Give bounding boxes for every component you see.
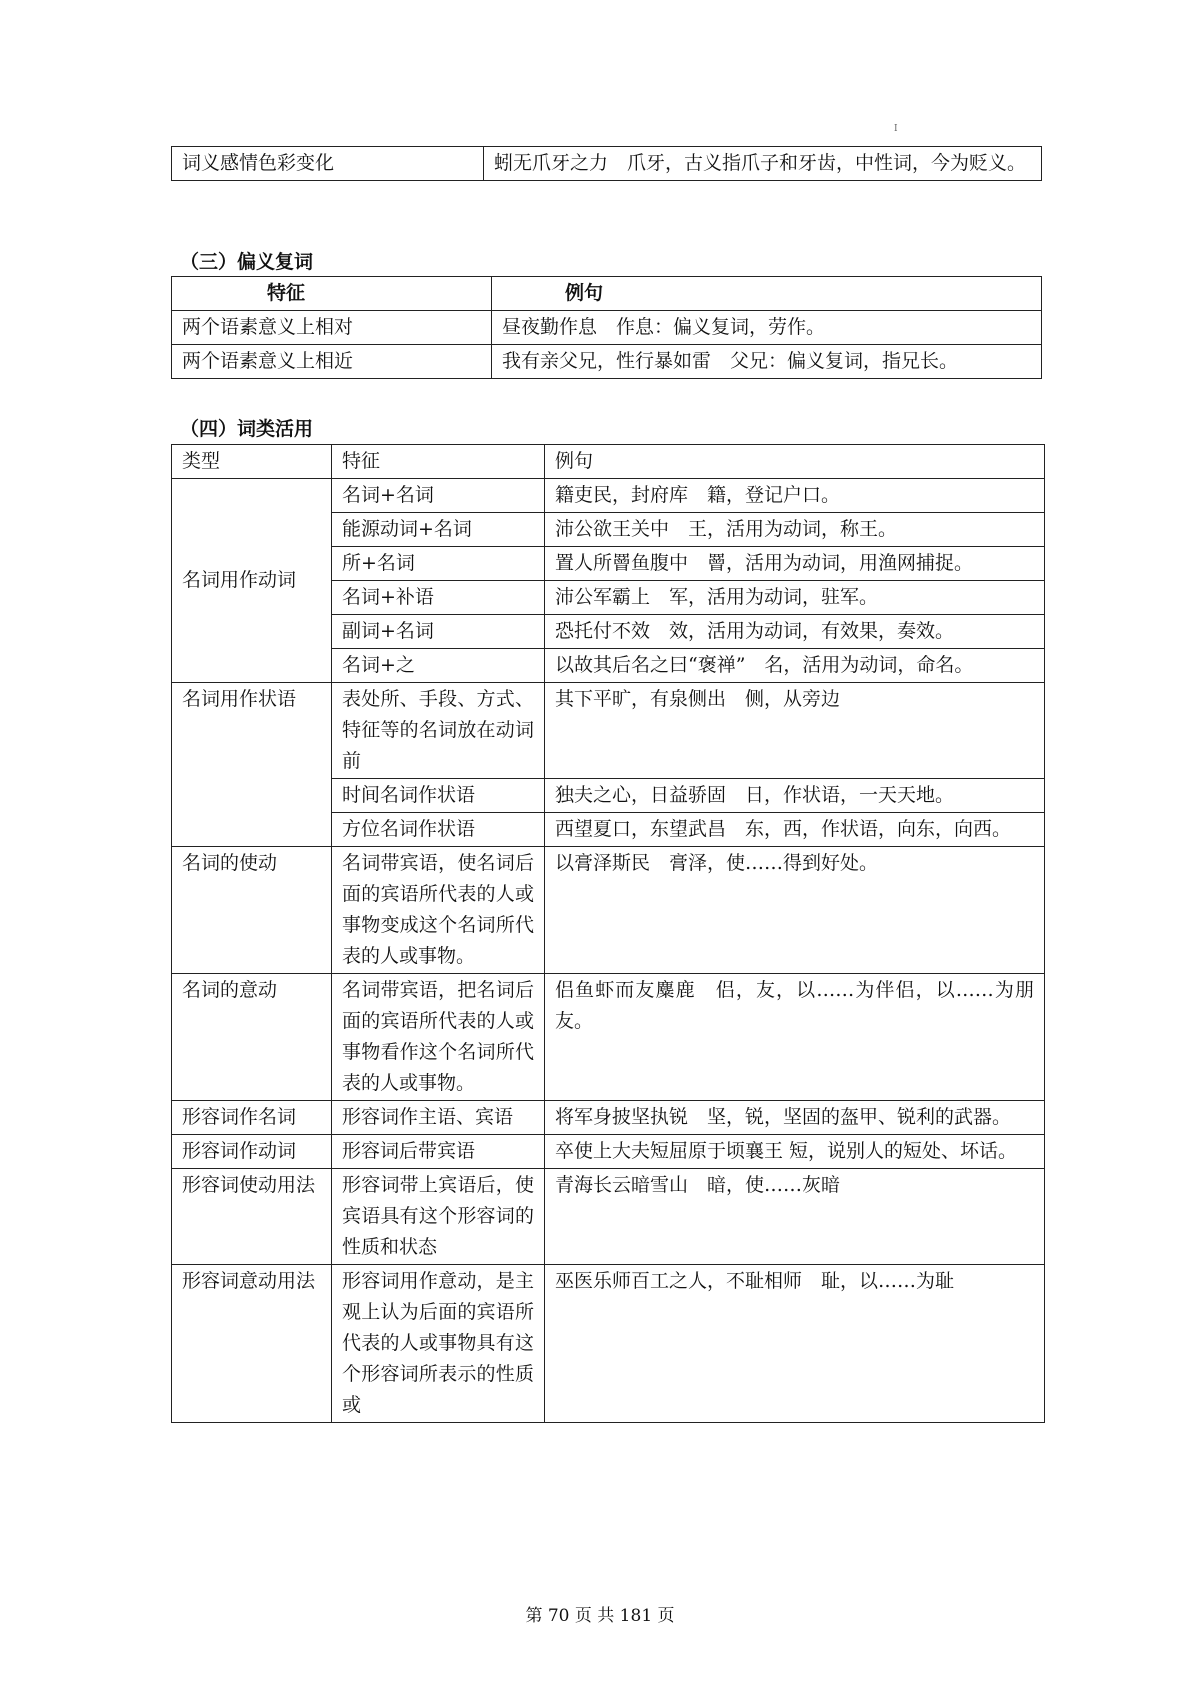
feature-cell: 形容词用作意动，是主观上认为后面的宾语所代表的人或事物具有这个形容词所表示的性质或: [332, 1265, 545, 1423]
column-header: 例句: [545, 445, 1045, 479]
feature-cell: 所+名词: [332, 547, 545, 581]
type-cell: 形容词作动词: [172, 1135, 332, 1169]
example-cell: 卒使上大夫短屈原于顷襄王 短，说别人的短处、坏话。: [545, 1135, 1045, 1169]
example-cell: 独夫之心，日益骄固 日，作状语，一天天地。: [545, 779, 1045, 813]
table-row: [172, 974, 1045, 1101]
example-cell: 其下平旷，有泉侧出 侧，从旁边: [545, 683, 1045, 779]
feature-cell: 名词带宾语，使名词后面的宾语所代表的人或事物变成这个名词所代表的人或事物。: [332, 847, 545, 974]
example-cell: 昼夜勤作息 作息：偏义复词，劳作。: [492, 311, 1042, 345]
table-row: [172, 1265, 1045, 1423]
type-cell: 名词用作状语: [172, 683, 332, 847]
table-header-row: [172, 445, 1045, 479]
example-cell: 籍吏民，封府库 籍，登记户口。: [545, 479, 1045, 513]
type-cell: 名词的意动: [172, 974, 332, 1101]
feature-cell: 名词+补语: [332, 581, 545, 615]
section-heading-4: （四）词类活用: [180, 418, 314, 440]
feature-cell: 能源动词+名词: [332, 513, 545, 547]
feature-cell: 时间名词作状语: [332, 779, 545, 813]
column-header: 例句: [492, 277, 1042, 311]
example-cell: 以膏泽斯民 膏泽，使……得到好处。: [545, 847, 1045, 974]
table-row: [172, 1101, 1045, 1135]
table-row: [172, 683, 1045, 779]
word-meaning-table: [171, 146, 1042, 181]
feature-cell: 两个语素意义上相对: [172, 311, 492, 345]
type-cell: 名词的使动: [172, 847, 332, 974]
type-cell: 形容词使动用法: [172, 1169, 332, 1265]
table-row: [172, 479, 1045, 513]
feature-cell: 名词带宾语，把名词后面的宾语所代表的人或事物看作这个名词所代表的人或事物。: [332, 974, 545, 1101]
feature-cell: 名词+名词: [332, 479, 545, 513]
example-cell: 置人所罾鱼腹中 罾，活用为动词，用渔网捕捉。: [545, 547, 1045, 581]
example-cell: 青海长云暗雪山 暗，使……灰暗: [545, 1169, 1045, 1265]
feature-cell: 形容词带上宾语后，使宾语具有这个形容词的性质和状态: [332, 1169, 545, 1265]
column-header: 类型: [172, 445, 332, 479]
table-row: [172, 147, 1042, 181]
example-cell: 沛公欲王关中 王，活用为动词，称王。: [545, 513, 1045, 547]
table-row: [172, 847, 1045, 974]
word-class-table: [171, 444, 1045, 1423]
column-header: 特征: [172, 277, 492, 311]
type-cell: 形容词意动用法: [172, 1265, 332, 1423]
example-cell: 将军身披坚执锐 坚，锐，坚固的盔甲、锐利的武器。: [545, 1101, 1045, 1135]
example-cell: 我有亲父兄，性行暴如雷 父兄：偏义复词，指兄长。: [492, 345, 1042, 379]
example-cell: 西望夏口，东望武昌 东，西，作状语，向东，向西。: [545, 813, 1045, 847]
feature-cell: 词义感情色彩变化: [172, 147, 484, 181]
feature-cell: 形容词后带宾语: [332, 1135, 545, 1169]
feature-cell: 副词+名词: [332, 615, 545, 649]
example-cell: 沛公军霸上 军，活用为动词，驻军。: [545, 581, 1045, 615]
example-cell: 侣鱼虾而友麋鹿 侣，友，以……为伴侣，以……为朋友。: [545, 974, 1045, 1101]
partial-compound-table: [171, 276, 1042, 379]
example-cell: 恐托付不效 效，活用为动词，有效果，奏效。: [545, 615, 1045, 649]
feature-cell: 名词+之: [332, 649, 545, 683]
type-cell: 名词用作动词: [172, 479, 332, 683]
table-row: [172, 311, 1042, 345]
column-header: 特征: [332, 445, 545, 479]
example-cell: 巫医乐师百工之人，不耻相师 耻，以……为耻: [545, 1265, 1045, 1423]
feature-cell: 两个语素意义上相近: [172, 345, 492, 379]
page-mark: I: [894, 124, 898, 134]
table-header-row: [172, 277, 1042, 311]
feature-cell: 形容词作主语、宾语: [332, 1101, 545, 1135]
feature-cell: 方位名词作状语: [332, 813, 545, 847]
table-row: [172, 345, 1042, 379]
type-cell: 形容词作名词: [172, 1101, 332, 1135]
table-row: [172, 1135, 1045, 1169]
page-footer: 第 70 页 共 181 页: [525, 1606, 675, 1626]
section-heading-3: （三）偏义复词: [180, 251, 314, 273]
example-cell: 蚓无爪牙之力 爪牙，古义指爪子和牙齿，中性词，今为贬义。: [484, 147, 1042, 181]
example-cell: 以故其后名之曰“褒禅” 名，活用为动词，命名。: [545, 649, 1045, 683]
table-row: [172, 1169, 1045, 1265]
feature-cell: 表处所、手段、方式、特征等的名词放在动词前: [332, 683, 545, 779]
